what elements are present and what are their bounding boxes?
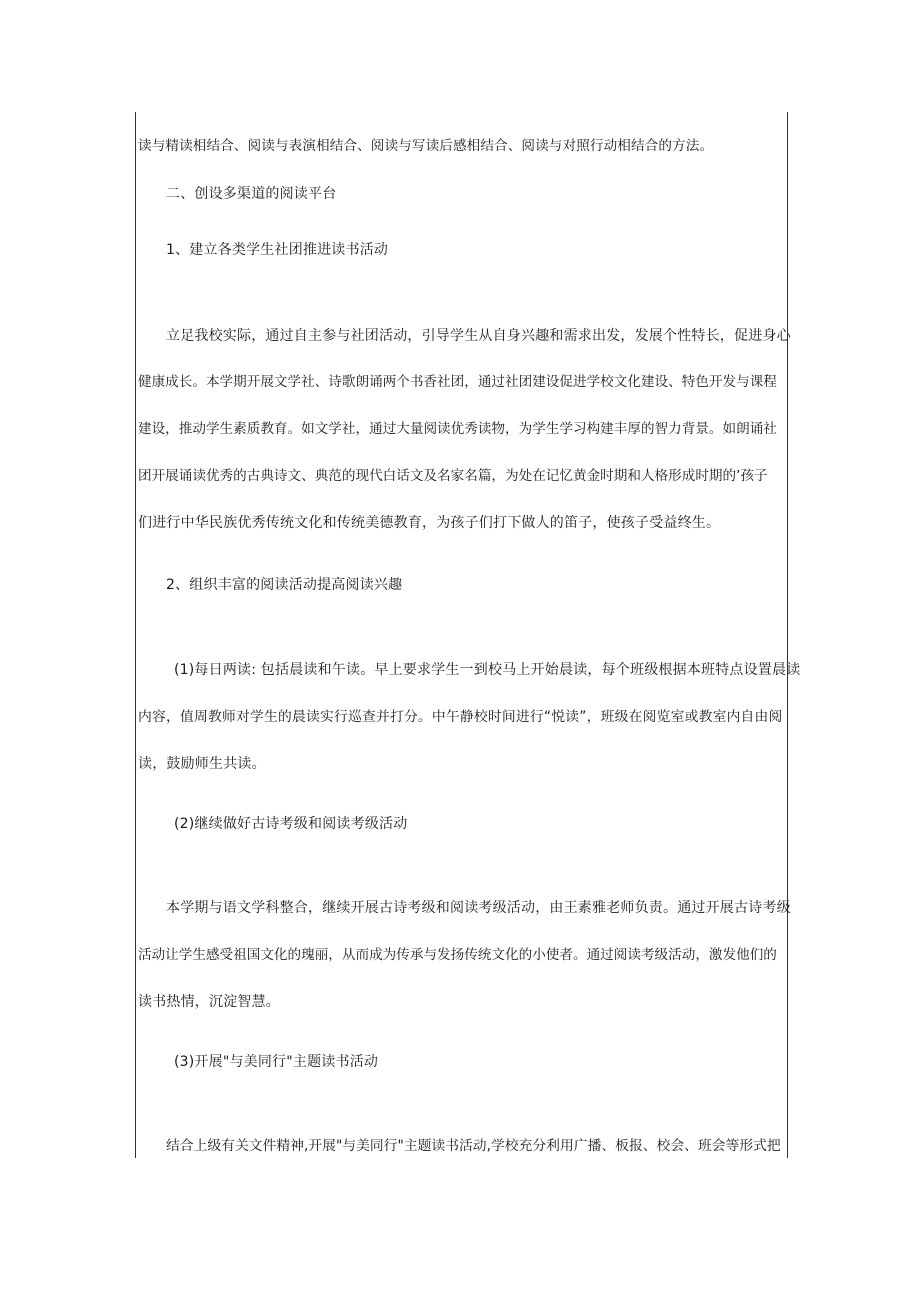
paragraph-line: 团开展诵读优秀的古典诗文、典范的现代白话文及名家名篇，为处在记忆黄金时期和人格形成时期的’孩子 — [138, 468, 768, 484]
paragraph-line: 立足我校实际，通过自主参与社团活动，引导学生从自身兴趣和需求出发，发展个性特长，促进身心 — [166, 328, 791, 344]
paragraph-line: 健康成长。本学期开展文学社、诗歌朗诵两个书香社团，通过社团建设促进学校文化建设、特色开发与课程 — [138, 374, 777, 390]
paragraph-line: 内容，值周教师对学生的晨读实行巡查并打分。中午静校时间进行“悦读”，班级在阅览室或教室内自由阅 — [138, 709, 783, 725]
paragraph-line: 读，鼓励师生共读。 — [138, 756, 266, 772]
paragraph-line: 读书热情，沉淀智慧。 — [138, 994, 280, 1010]
paragraph-line: 活动让学生感受祖国文化的瑰丽，从而成为传承与发扬传统文化的小使者。通过阅读考级活动，激发他们的 — [138, 947, 777, 963]
paragraph-line: 本学期与语文学科整合，继续开展古诗考级和阅读考级活动，由王素雅老师负责。通过开展古诗考级 — [166, 900, 791, 916]
page-border-right — [787, 112, 788, 1158]
document-page — [135, 112, 801, 1158]
section-heading: 二、创设多渠道的阅读平台 — [166, 186, 337, 202]
subsection-heading: 2、组织丰富的阅读活动提高阅读兴趣 — [166, 577, 403, 593]
subsection-heading: (2)继续做好古诗考级和阅读考级活动 — [174, 816, 408, 832]
paragraph-line: 们进行中华民族优秀传统文化和传统美德教育，为孩子们打下做人的笛子，使孩子受益终生。 — [138, 515, 721, 531]
paragraph-line: 读与精读相结合、阅读与表演相结合、阅读与写读后感相结合、阅读与对照行动相结合的方法。 — [138, 138, 714, 154]
subsection-heading: 1、建立各类学生社团推进读书活动 — [166, 242, 389, 258]
paragraph-line: 建设，推动学生素质教育。如文学社，通过大量阅读优秀读物，为学生学习构建丰厚的智力背景。如朗诵社 — [138, 421, 777, 437]
paragraph-line: (1)每日两读: 包括晨读和午读。早上要求学生一到校马上开始晨读，每个班级根据本班特点设置晨读 — [174, 662, 801, 678]
subsection-heading: (3)开展"与美同行"主题读书活动 — [174, 1054, 379, 1070]
paragraph-line: 结合上级有关文件精神,开展"与美同行"主题读书活动,学校充分利用广播、板报、校会、班会等形式把 — [166, 1138, 781, 1154]
page-border-left — [135, 112, 136, 1158]
